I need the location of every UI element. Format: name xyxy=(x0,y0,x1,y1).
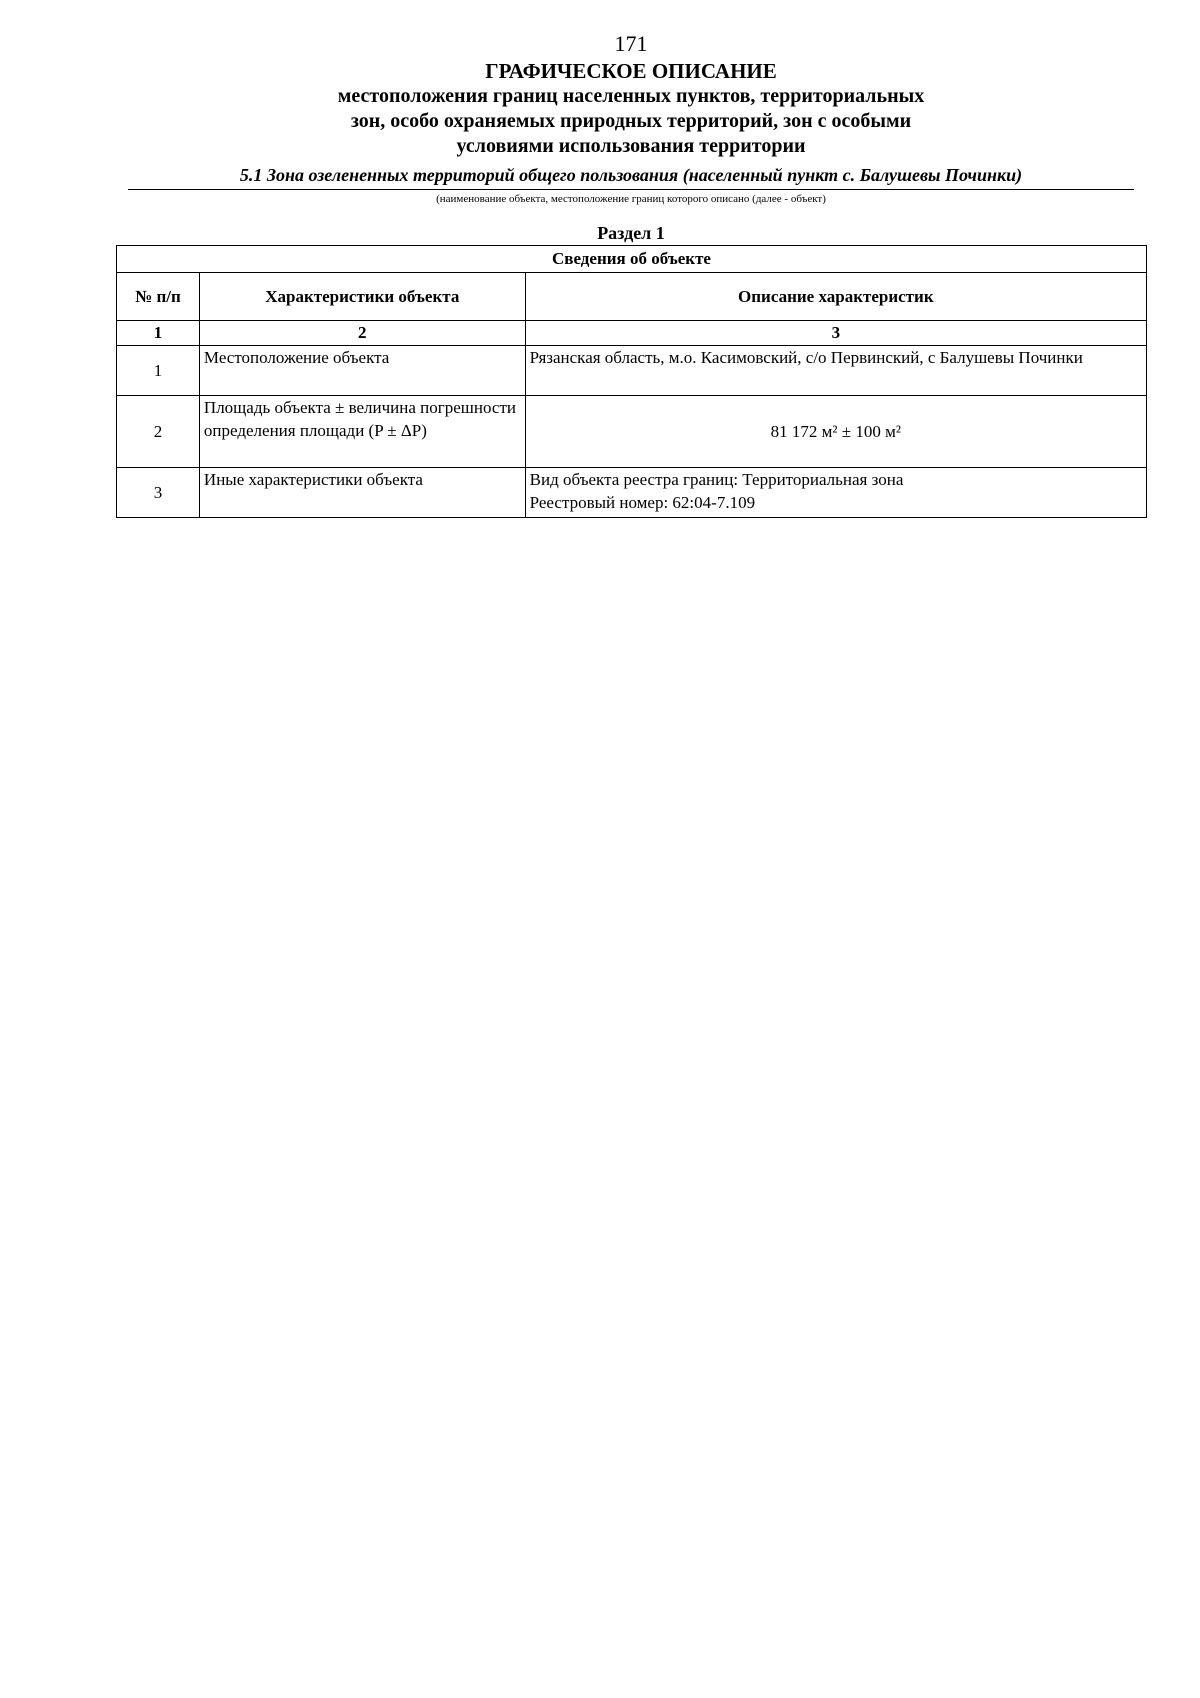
table-row xyxy=(117,346,1147,396)
row-number: 3 xyxy=(117,468,200,518)
table-caption-row xyxy=(117,246,1147,273)
table-row xyxy=(117,468,1147,518)
row-description-line: Вид объекта реестра границ: Территориальная зона xyxy=(529,470,904,489)
row-characteristic: Местоположение объекта xyxy=(199,346,525,396)
row-description xyxy=(525,396,1146,468)
title-line-2: зон, особо охраняемых природных территорий, зон с особыми xyxy=(350,110,912,132)
column-number-3: 3 xyxy=(525,321,1146,346)
row-number: 2 xyxy=(117,396,200,468)
section-title: Раздел 1 xyxy=(597,223,665,243)
table-row xyxy=(117,396,1147,468)
object-info-table xyxy=(116,245,1147,518)
row-characteristic: Площадь объекта ± величина погрешности определения площади (P ± ΔP) xyxy=(199,396,525,468)
header-description: Описание характеристик xyxy=(525,273,1146,321)
column-number-1: 1 xyxy=(117,321,200,346)
header-characteristics: Характеристики объекта xyxy=(199,273,525,321)
column-number-2: 2 xyxy=(199,321,525,346)
table-caption: Сведения об объекте xyxy=(117,246,1147,273)
document-title xyxy=(0,58,1200,159)
row-description-line: 81 172 м² ± 100 м² xyxy=(770,421,901,441)
title-line-1: местоположения границ населенных пунктов, территориальных xyxy=(337,85,925,107)
object-name: 5.1 Зона озелененных территорий общего пользования (населенный пункт с. Балушевы Починки) xyxy=(239,165,1023,185)
object-caption: (наименование объекта, местоположение границ которого описано (далее - объект) xyxy=(436,193,826,205)
table-numbering-row xyxy=(117,321,1147,346)
row-description xyxy=(525,468,1146,518)
row-number: 1 xyxy=(117,346,200,396)
title-line-3: условиями использования территории xyxy=(456,135,806,157)
page-number: 171 xyxy=(614,31,648,56)
row-characteristic: Иные характеристики объекта xyxy=(199,468,525,518)
title-main: ГРАФИЧЕСКОЕ ОПИСАНИЕ xyxy=(485,59,777,83)
header-number: № п/п xyxy=(117,273,200,321)
row-description-line: Рязанская область, м.о. Касимовский, с/о Первинский, с Балушевы Починки xyxy=(529,348,1083,367)
table-header-row xyxy=(117,273,1147,321)
row-description-line: Реестровый номер: 62:04-7.109 xyxy=(529,493,756,512)
object-name-underline xyxy=(128,189,1134,190)
row-description xyxy=(525,346,1146,396)
